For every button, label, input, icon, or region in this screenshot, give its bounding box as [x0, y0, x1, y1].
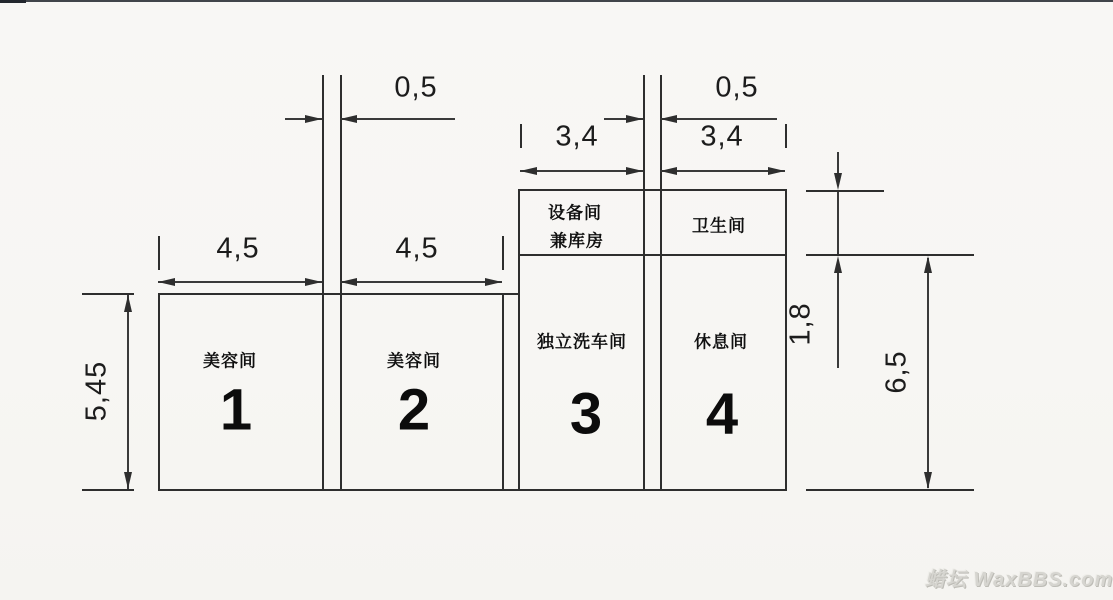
dimline-rooms34-depth — [927, 258, 929, 488]
wall-bottom-baseline — [158, 489, 787, 491]
dimline-annex-depth-mid — [837, 192, 839, 254]
room2-label: 美容间 — [387, 351, 441, 371]
dimline-rooms12-depth — [127, 295, 129, 489]
dim-arrow — [660, 167, 677, 175]
equipment-room-label-line2: 兼库房 — [550, 231, 604, 251]
ext-line-annex-top-right — [806, 190, 884, 192]
dim-arrow — [340, 278, 357, 286]
dim-arrow — [305, 278, 322, 286]
dim-arrow — [626, 167, 643, 175]
wall-room1-left — [158, 293, 160, 491]
dim-text-room2-width: 4,5 — [395, 232, 439, 265]
dimline-toilet-width — [660, 170, 785, 172]
dim-arrow — [834, 256, 842, 273]
room1-number: 1 — [219, 377, 253, 443]
room4-label: 休息间 — [694, 332, 748, 352]
wall-rooms34-divider-right-line — [660, 75, 662, 491]
dim-text-toilet-width: 3,4 — [700, 120, 744, 153]
equipment-room-label-line1: 设备间 — [548, 203, 602, 223]
dim-text-rooms34-depth: 6,5 — [880, 350, 913, 394]
scan-top-edge-line — [0, 0, 1113, 2]
dim-arrow — [834, 173, 842, 190]
dim-arrow — [340, 115, 357, 123]
dim-text-rooms12-depth: 5,45 — [80, 360, 113, 422]
dim-arrow — [626, 115, 643, 123]
dim-text-equip-width: 3,4 — [555, 120, 599, 153]
wall-block34-left — [518, 189, 520, 491]
dim-arrow — [305, 115, 322, 123]
dimline-room2-width — [340, 281, 502, 283]
watermark: 蜡坛 WaxBBS.com — [925, 569, 1113, 591]
dim-text-annex-depth: 1,8 — [784, 302, 817, 346]
dim-arrow — [924, 256, 932, 273]
wall-annex-divider — [518, 254, 787, 256]
ext-tick-45-right — [502, 236, 504, 270]
dim-arrow — [520, 167, 537, 175]
room2-number: 2 — [397, 377, 431, 443]
ext-line-bottom-right — [806, 489, 974, 491]
dim-text-room1-width: 4,5 — [216, 232, 260, 265]
dim-arrow — [660, 115, 677, 123]
ext-tick-45-left — [158, 236, 160, 270]
dim-arrow — [768, 167, 785, 175]
ext-tick-34-left — [520, 124, 522, 148]
wall-rooms12-divider-left-line — [322, 75, 324, 491]
dim-arrow — [924, 472, 932, 489]
wall-room2-right — [502, 293, 504, 491]
dim-text-gap-right: 0,5 — [715, 71, 759, 104]
wall-block34-top — [518, 189, 787, 191]
dim-arrow — [124, 472, 132, 489]
wall-rooms34-divider-left-line — [643, 75, 645, 491]
room3-number: 3 — [569, 381, 603, 447]
dim-arrow — [158, 278, 175, 286]
dim-arrow — [485, 278, 502, 286]
dimline-equip-width — [520, 170, 643, 172]
room1-label: 美容间 — [203, 351, 257, 371]
ext-line-bottom-left — [82, 489, 134, 491]
scan-top-corner-mark — [0, 0, 26, 3]
room3-label: 独立洗车间 — [537, 332, 627, 352]
dim-text-gap-left: 0,5 — [394, 71, 438, 104]
wall-rooms12-top — [158, 293, 520, 295]
ext-line-annex-bottom-right — [806, 254, 974, 256]
dim-arrow — [124, 295, 132, 312]
dimline-annex-depth-lower — [837, 273, 839, 368]
ext-tick-34-right — [785, 124, 787, 148]
dimline-gap-left-b — [340, 118, 455, 120]
toilet-label: 卫生间 — [692, 216, 746, 236]
room4-number: 4 — [705, 381, 739, 447]
dimline-room1-width — [158, 281, 322, 283]
